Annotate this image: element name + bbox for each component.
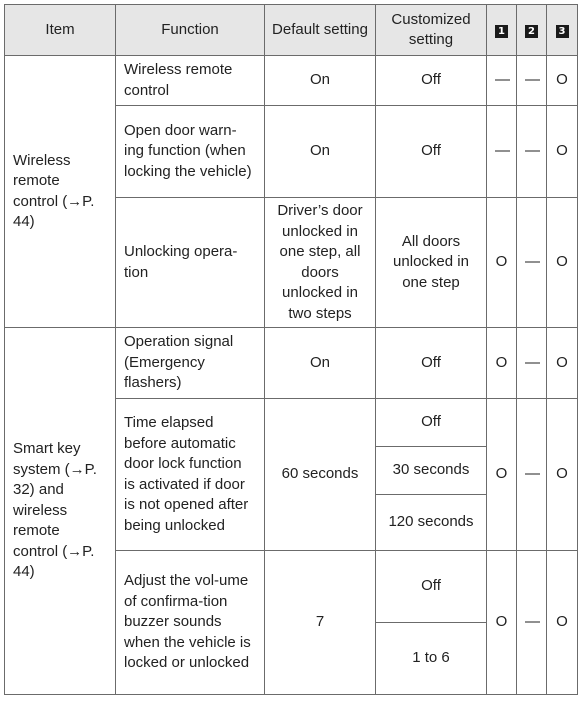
customized-option: Off [376, 399, 487, 447]
customized-option: 1 to 6 [376, 623, 487, 695]
mark-col-3: O [547, 551, 578, 695]
function-cell: Time elapsed before automatic door lock function is activated if door is not opened after being unlocked [116, 399, 265, 551]
function-cell: Open door warn-ing function (when locking the vehicle) [116, 106, 265, 198]
header-item: Item [5, 5, 116, 56]
function-cell: Unlocking opera-tion [116, 198, 265, 328]
header-customized-setting: Customized setting [376, 5, 487, 56]
mark-col-3: O [547, 106, 578, 198]
mark-col-1: O [487, 198, 517, 328]
table-row [5, 56, 578, 106]
mark-col-2: — [517, 328, 547, 399]
function-cell: Wireless remote control [116, 56, 265, 106]
header-col-1 [487, 5, 517, 56]
mark-col-1: O [487, 551, 517, 695]
mark-col-3: O [547, 198, 578, 328]
header-default-setting: Default setting [265, 5, 376, 56]
customized-cell: All doors unlocked in one step [376, 198, 487, 328]
mark-col-1: O [487, 399, 517, 551]
customized-option: Off [376, 551, 487, 623]
header-function: Function [116, 5, 265, 56]
mark-col-2: — [517, 198, 547, 328]
default-cell: Driver’s door unlocked in one step, all doors unlocked in two steps [265, 198, 376, 328]
default-cell: On [265, 328, 376, 399]
customization-settings-table [4, 4, 578, 695]
mark-col-3: O [547, 328, 578, 399]
customized-cell: Off [376, 56, 487, 106]
mark-col-1: O [487, 328, 517, 399]
header-col-3 [547, 5, 578, 56]
customized-cell: Off [376, 328, 487, 399]
item-smart-key-system: Smart key system (→P. 32) and wireless remote control (→P. 44) [5, 328, 116, 695]
number-3-icon: 3 [556, 25, 569, 38]
mark-col-2: — [517, 399, 547, 551]
function-cell: Operation signal (Emergency flashers) [116, 328, 265, 399]
default-cell: 60 seconds [265, 399, 376, 551]
default-cell: On [265, 56, 376, 106]
mark-col-1: — [487, 56, 517, 106]
mark-col-3: O [547, 56, 578, 106]
number-2-icon: 2 [525, 25, 538, 38]
customized-cell: Off [376, 106, 487, 198]
mark-col-1: — [487, 106, 517, 198]
header-col-2 [517, 5, 547, 56]
item-wireless-remote: Wireless remote control (→P. 44) [5, 56, 116, 328]
default-cell: On [265, 106, 376, 198]
function-cell: Adjust the vol-ume of confirma-tion buzzer sounds when the vehicle is locked or unlocked [116, 551, 265, 695]
mark-col-3: O [547, 399, 578, 551]
mark-col-2: — [517, 106, 547, 198]
customized-option: 120 seconds [376, 495, 487, 551]
mark-col-2: — [517, 56, 547, 106]
number-1-icon: 1 [495, 25, 508, 38]
header-row [5, 5, 578, 56]
mark-col-2: — [517, 551, 547, 695]
table-row [5, 328, 578, 399]
customized-option: 30 seconds [376, 447, 487, 495]
default-cell: 7 [265, 551, 376, 695]
